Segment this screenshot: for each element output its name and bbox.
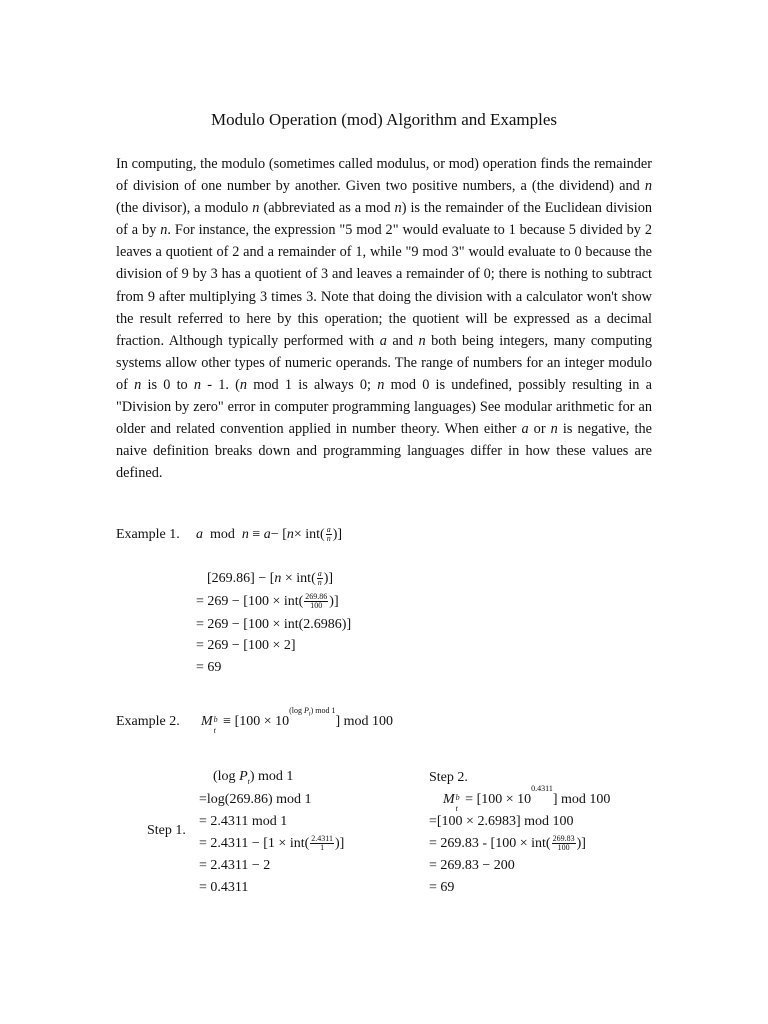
example1-line-1 <box>207 570 333 588</box>
example1-line-4: = 269 − [100 × 2] <box>196 638 296 653</box>
fraction-denominator: 100 <box>310 601 323 611</box>
para-var: n <box>644 178 652 195</box>
fraction <box>552 835 576 852</box>
para-var: a <box>521 421 529 438</box>
line-text: [269.86] − [ <box>207 571 275 586</box>
para-text: In computing, the modulo (sometimes called modulus, or mod) operation finds the remainder of division of one number by another. Given two positive numbers, a (the dividend) and <box>116 156 652 195</box>
formula-text: − [ <box>270 527 287 542</box>
step2-line-4: = 269.83 − 200 <box>429 858 515 873</box>
sub-superscript <box>213 713 220 735</box>
line-text: (log <box>213 769 240 784</box>
line-var: n <box>274 571 282 586</box>
step2-label: Step 2. <box>429 770 468 785</box>
example2-label: Example 2. <box>116 714 180 729</box>
example1-line-5: = 69 <box>196 660 222 675</box>
fraction-denominator: 100 <box>557 843 570 853</box>
step2-line-3 <box>429 835 586 853</box>
document-title: Modulo Operation (mod) Algorithm and Examples <box>210 110 558 129</box>
line-text: )] <box>323 571 334 586</box>
step1-line-4 <box>199 835 344 853</box>
step1-label: Step 1. <box>147 823 186 838</box>
para-var: n <box>239 376 248 393</box>
line-text: × int( <box>281 571 316 586</box>
fraction <box>310 835 334 852</box>
formula-var: a <box>263 527 271 542</box>
para-var: n <box>160 222 168 239</box>
fraction-denominator: n <box>326 534 331 544</box>
line-sub: t <box>247 776 250 786</box>
example1-label: Example 1. <box>116 527 180 542</box>
fraction <box>326 526 332 543</box>
formula-text: ≡ [100 × 10 <box>223 714 290 729</box>
para-text: mod 0 is undefined, possibly resulting in a "Division by zero" error in computer programming languages) See modular arithmetic for an older and related convention applied in number theory. When either <box>116 376 653 438</box>
example2-formula <box>201 706 394 735</box>
line-text: )] <box>576 836 586 851</box>
step1-line-3: = 2.4311 mod 1 <box>199 814 288 829</box>
fraction-numerator: a <box>326 525 331 535</box>
exponent-sub: t <box>308 711 311 718</box>
para-var: n <box>418 332 426 349</box>
formula-text: )] <box>332 527 343 542</box>
para-text: is 0 to <box>141 376 194 393</box>
para-var: a <box>379 332 387 349</box>
line-text: ) mod 1 <box>249 769 294 784</box>
para-text: is negative, the naive definition breaks down and programming languages differ in how these values are defined. <box>116 421 652 482</box>
superscript: b <box>213 715 218 724</box>
step1-line-5: = 2.4311 − 2 <box>199 858 271 873</box>
para-var: n <box>193 376 202 393</box>
step1-line-1 <box>213 768 293 786</box>
formula-text: × int( <box>293 527 325 542</box>
para-var: n <box>394 200 402 217</box>
formula-var: n <box>241 527 249 542</box>
exponent-text: (log <box>289 706 305 716</box>
line-text: = 269 − [100 × int( <box>196 594 304 609</box>
example1-line-3: = 269 − [100 × int(2.6986)] <box>196 617 352 632</box>
sub-superscript <box>455 791 462 813</box>
formula-var: n <box>286 527 294 542</box>
step1-line-2: =log(269.86) mod 1 <box>199 792 312 807</box>
fraction <box>304 593 328 610</box>
fraction-numerator: 269.86 <box>305 592 328 602</box>
line-text: = [100 × 10 <box>461 792 532 807</box>
line-text: = 269.83 - [100 × int( <box>429 836 551 851</box>
example1-line-2 <box>196 593 339 611</box>
line-text: )] <box>329 594 339 609</box>
para-var: n <box>252 200 260 217</box>
para-text: mod 1 is always 0; <box>247 376 378 393</box>
para-text: ) is the remainder of the Euclidean division of a by <box>116 200 652 239</box>
exponent-var: P <box>304 706 309 716</box>
para-text: . For instance, the expression "5 mod 2" would evaluate to 1 because 5 divided by 2 leaves a quotient of 2 and a remainder of 1, while "9 mod 3" would evaluate to 0 because the division of 9 by 3 has a quotient of 3 and leaves a remainder of 0; there is nothing to subtract from 9 after multiplying 3 times 3. Note that doing the division with a calculator won't show the result referred to here by this operation; the quotient will be expressed as a decimal fraction. Although typically performed with <box>116 222 652 349</box>
formula-var: a <box>196 527 203 542</box>
line-var: P <box>239 769 248 784</box>
line-text: ] mod 100 <box>552 792 611 807</box>
para-var: n <box>377 376 385 393</box>
formula-text: ≡ <box>252 527 261 542</box>
line-text: = 2.4311 − [1 × int( <box>199 836 310 851</box>
para-text: (abbreviated as a mod <box>259 200 395 217</box>
line-var: M <box>443 792 455 807</box>
subscript: t <box>455 804 458 813</box>
exponent-text: ) mod 1 <box>310 706 336 716</box>
superscript: b <box>455 793 460 802</box>
fraction-denominator: n <box>317 578 322 588</box>
fraction-numerator: a <box>317 569 322 579</box>
para-text: or <box>528 421 551 438</box>
para-text: and <box>386 332 419 349</box>
fraction-numerator: 2.4311 <box>311 834 333 844</box>
subscript: t <box>213 726 216 735</box>
formula-var: M <box>201 714 213 729</box>
para-text: both being integers, many computing systems allow other types of numeric operands. The range of numbers for an integer modulo of <box>116 332 652 393</box>
para-text: (the divisor), a modulo <box>116 200 253 217</box>
para-var: n <box>134 376 142 393</box>
exponent <box>289 706 336 718</box>
step2-line-5: = 69 <box>429 880 455 895</box>
formula-text: mod <box>210 527 235 542</box>
para-text: - 1. ( <box>201 376 240 393</box>
step2-line-2: =[100 × 2.6983] mod 100 <box>429 814 574 829</box>
fraction-numerator: 269.83 <box>552 834 575 844</box>
fraction <box>317 570 323 587</box>
line-text: )] <box>334 836 345 851</box>
fraction-denominator: 1 <box>320 843 325 853</box>
formula-text: ] mod 100 <box>335 714 394 729</box>
step1-line-6: = 0.4311 <box>199 880 249 895</box>
intro-paragraph <box>116 153 652 484</box>
exponent: 0.4311 <box>531 784 553 794</box>
step2-line-1 <box>443 784 611 813</box>
para-var: n <box>550 421 558 438</box>
example1-formula <box>196 526 342 544</box>
